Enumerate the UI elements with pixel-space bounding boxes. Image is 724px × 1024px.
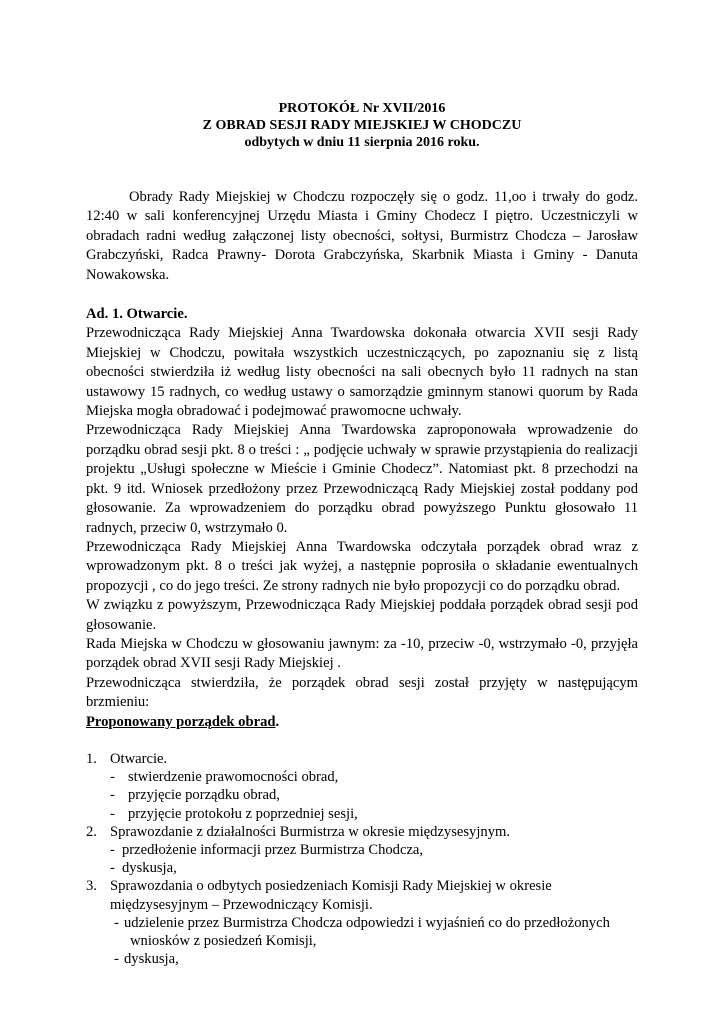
protocol-title: PROTOKÓŁ Nr XVII/2016 (278, 101, 446, 116)
list-subitem: - przedłożenie informacji przez Burmistrza Chodcza, (110, 841, 424, 858)
list-item-text: Sprawozdania o odbytych posiedzeniach Komisji Rady Miejskiej w okresie (110, 878, 552, 895)
list-subitem: - udzielenie przez Burmistrza Chodcza odpowiedzi i wyjaśnień co do przedłożonych (114, 914, 610, 931)
list-number: 1. (86, 750, 97, 767)
paragraph-vote-result: Rada Miejska w Chodczu w głosowaniu jawnym: za -10, przeciw -0, wstrzymało -0, przyjęła porządek obrad XVII sesji Rady Miejskiej . (86, 635, 638, 672)
paragraph-proposal: Przewodnicząca Rady Miejskiej Anna Twardowska zaproponowała wprowadzenie do porządku obrad sesji pkt. 8 o treści : „ podjęcie uchwały w sprawie przystąpienia do realizacji projektu „Usługi społeczne w Mieście i Gminie Chodecz”. Natomiast pkt. 8 przechodzi na pkt. 9 itd. Wniosek przedłożony przez Przewodniczącą Rady Miejskiej został poddany pod głosowanie. Za wprowadzeniem do porządku obrad powyższego Punktu głosowało 11 radnych, przeciw 0, wstrzymało 0. (86, 422, 638, 536)
list-number: 3. (86, 878, 97, 895)
section-heading-ad1: Ad. 1. Otwarcie. (86, 306, 188, 323)
paragraph-vote-call: W związku z powyższym, Przewodnicząca Rady Miejskiej poddała porządek obrad sesji pod głosowanie. (86, 597, 638, 633)
list-subitem: - stwierdzenie prawomocności obrad, (110, 769, 339, 786)
agenda-heading-line (86, 713, 638, 732)
list-item-text: Otwarcie. (110, 750, 168, 767)
protocol-date: odbytych w dniu 11 sierpnia 2016 roku. (244, 135, 480, 150)
intro-paragraph: Obrady Rady Miejskiej w Chodczu rozpoczęły się o godz. 11,oo i trwały do godz. 12:40 w sali konferencyjnej Urzędu Miasta i Gminy Chodecz I piętro. Uczestniczyli w obradach radni według załączonej listy obecności, sołtysi, Burmistrz Chodcza – Jarosław Grabczyński, Radca Prawny- Dorota Grabczyńska, Skarbnik Miasta i Gminy - Danuta Nowakowska. (86, 189, 638, 283)
list-item (86, 823, 638, 841)
list-number: 2. (86, 823, 97, 840)
agenda-list (86, 750, 638, 968)
paragraph-reading: Przewodnicząca Rady Miejskiej Anna Twardowska odczytała porządek obrad wraz z wprowadzonym pkt. 8 o treści jak wyżej, a następnie poprosiła o składanie ewentualnych propozycji , co do jego treści. Ze strony radnych nie było propozycji co do porządku obrad. (86, 538, 638, 594)
list-item (86, 877, 638, 895)
list-subitem: - dyskusja, (114, 951, 179, 968)
list-subitem-continuation: wniosków z posiedzeń Komisji, (130, 933, 317, 949)
paragraph-opening: Przewodnicząca Rady Miejskiej Anna Twardowska dokonała otwarcia XVII sesji Rady Miejskiej w Chodczu, powitała wszystkich uczestniczących, po zapoznaniu się z listą obecności stwierdziła iż według listy obecności na sali obecnych było 11 radnych na stan ustawowy 15 radnych, co według ustawy o samorządzie gminnym stanowi quorum by Rada Miejska mogła obradować i podejmować prawomocne uchwały. (86, 325, 638, 420)
document-page (86, 100, 638, 968)
list-subitem: - przyjęcie porządku obrad, (110, 787, 280, 804)
agenda-heading-dot: . (275, 713, 280, 730)
agenda-heading: Proponowany porządek obrad (86, 713, 276, 730)
list-subitem: - przyjęcie protokołu z poprzedniej sesji, (110, 805, 358, 822)
list-item-continuation: międzysesyjnym – Przewodniczący Komisji. (110, 896, 373, 913)
protocol-subtitle: Z OBRAD SESJI RADY MIEJSKIEJ W CHODCZU (202, 118, 522, 133)
list-item (86, 750, 638, 768)
list-subitem: - dyskusja, (110, 860, 177, 877)
list-item-text: Sprawozdanie z działalności Burmistrza w okresie międzysesyjnym. (110, 823, 510, 840)
paragraph-adopted: Przewodnicząca stwierdziła, że porządek obrad sesji został przyjęty w następującym brzmieniu: (86, 674, 638, 711)
